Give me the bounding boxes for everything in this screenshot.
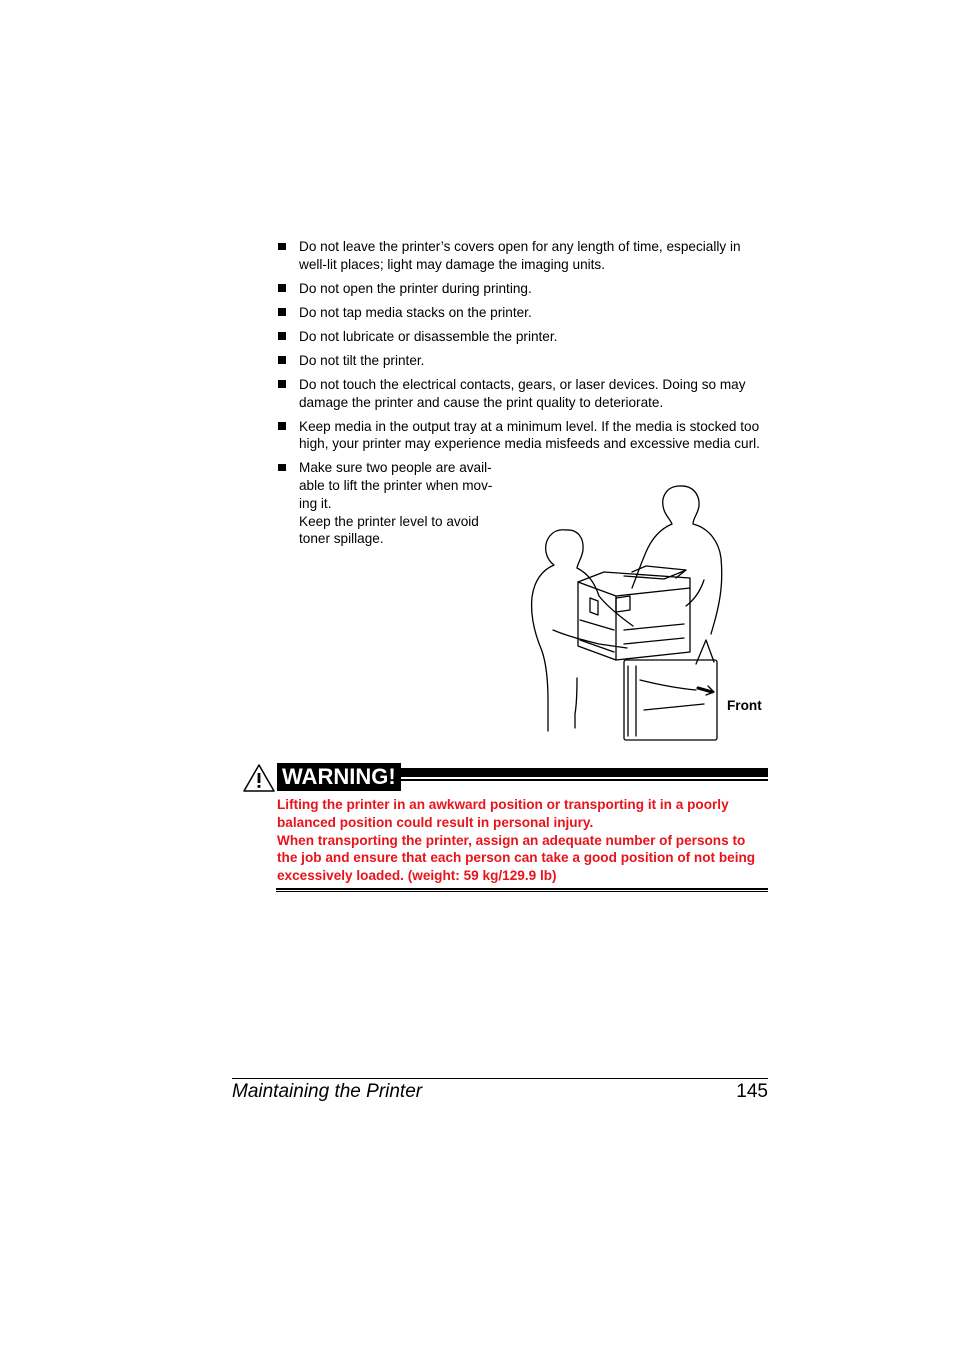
- warning-paragraph: Lifting the printer in an awkward position or transporting it in a poorly balanced position could result in personal injury.: [277, 797, 729, 830]
- list-item-text: Make sure two people are avail-able to lift the printer when mov-ing it.: [299, 460, 493, 511]
- page-number: 145: [736, 1081, 768, 1102]
- bullet-square-icon: [278, 243, 286, 251]
- list-item-text: Do not leave the printer’s covers open for any length of time, especially in well-lit places; light may damage the imaging units.: [299, 239, 741, 272]
- warning-triangle-icon: [243, 764, 275, 792]
- list-item: [276, 418, 768, 454]
- list-item-text: Do not open the printer during printing.: [299, 280, 532, 296]
- warning-divider: [397, 768, 768, 777]
- list-item: [276, 352, 768, 370]
- list-item: [276, 304, 768, 322]
- footer-section-title: Maintaining the Printer: [232, 1081, 423, 1102]
- bullet-square-icon: [278, 464, 286, 472]
- list-item: [276, 328, 768, 346]
- list-item-text: Do not tilt the printer.: [299, 352, 425, 368]
- bullet-square-icon: [278, 332, 286, 340]
- warning-bottom-rule-thin: [276, 891, 768, 892]
- list-item: [276, 238, 768, 274]
- warning-body: [277, 796, 769, 885]
- bullet-square-icon: [278, 380, 286, 388]
- bullet-square-icon: [278, 284, 286, 292]
- list-item-text: Do not touch the electrical contacts, gears, or laser devices. Doing so may damage the printer and cause the print quality to deteriorate.: [299, 376, 746, 410]
- list-item-lift: [276, 459, 505, 548]
- footer-rule: [232, 1078, 768, 1079]
- list-item-text: Do not tap media stacks on the printer.: [299, 304, 532, 320]
- warning-paragraph: When transporting the printer, assign an adequate number of persons to the job and ensure that each person can take a good position of not being excessively loaded. (weight: 59 kg/129.9 lb): [277, 832, 756, 884]
- list-item: [276, 280, 768, 298]
- list-item-subtext: Keep the printer level to avoid toner spillage.: [299, 513, 479, 547]
- bullet-square-icon: [278, 308, 286, 316]
- list-item-text: Keep media in the output tray at a minimum level. If the media is stocked too high, your printer may experience media misfeeds and excessive media curl.: [299, 418, 760, 452]
- warning-divider-thin: [397, 779, 768, 781]
- front-label: Front: [727, 698, 762, 713]
- list-item: [276, 376, 768, 412]
- warning-bottom-rule: [276, 888, 768, 890]
- bullet-square-icon: [278, 356, 286, 364]
- warning-title: WARNING!: [277, 763, 401, 791]
- bullet-square-icon: [278, 422, 286, 430]
- list-item-text: Do not lubricate or disassemble the printer.: [299, 328, 558, 344]
